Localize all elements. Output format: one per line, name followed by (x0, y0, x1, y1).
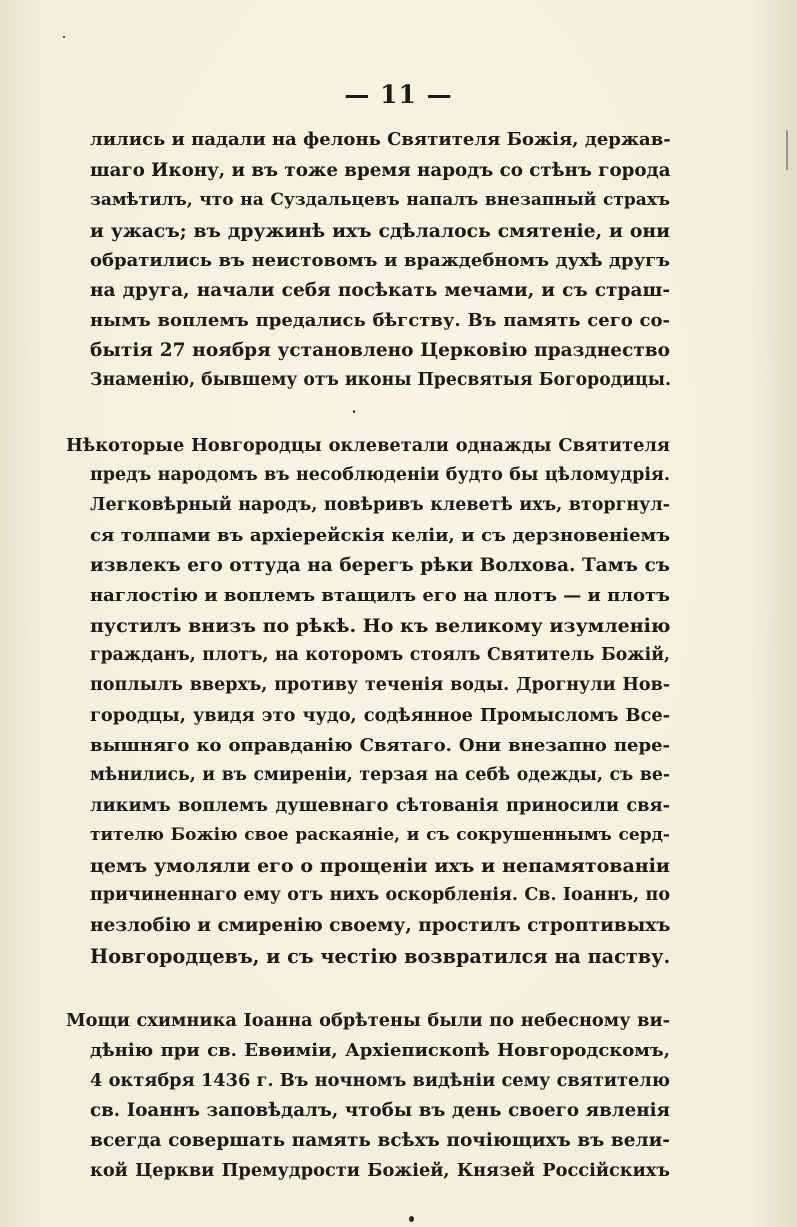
text-line: всегда совершать память всѣхъ почіющихъ въ вели- (90, 1130, 670, 1151)
print-speck (353, 410, 355, 413)
text-line: на друга, начали себя посѣкать мечами, и съ страш- (90, 280, 670, 301)
text-line: Мощи схимника Іоанна обрѣтены были по небесному ви- (66, 1010, 670, 1031)
text-line: лились и падали на фелонь Святителя Божія, держав- (90, 129, 671, 150)
text-line: нымъ воплемъ предались бѣгству. Въ память сего со- (90, 310, 670, 331)
text-line: обратились въ неистовомъ и враждебномъ духѣ другъ (90, 250, 670, 271)
text-line: причиненнаго ему отъ нихъ оскорбленія. Св. Іоаннъ, по (90, 885, 670, 905)
text-line: Новгородцевъ, и съ честію возвратился на паству. (90, 945, 671, 968)
text-line: тителю Божію свое раскаяніе, и съ сокрушеннымъ серд- (90, 825, 670, 845)
text-line: шаго Икону, и въ тоже время народъ со стѣнъ города (90, 160, 671, 181)
print-speck (409, 1216, 414, 1222)
page-number: — 11 — (344, 80, 453, 109)
text-line: городцы, увидя это чудо, содѣянное Промысломъ Все- (90, 705, 670, 726)
text-line: извлекъ его оттуда на берегъ рѣки Волхова. Тамъ съ (90, 555, 670, 576)
text-line: кой Церкви Премудрости Божіей, Князей Россійскихъ (90, 1160, 670, 1181)
text-line: ся толпами въ архіерейскія келіи, и съ дерзновеніемъ (90, 525, 670, 546)
text-line: бытія 27 ноября установлено Церковію празднество (90, 340, 670, 361)
text-line: мѣнились, и въ смиреніи, терзая на себѣ одежды, съ ве- (90, 765, 670, 785)
text-line: гражданъ, плотъ, на которомъ стоялъ Святитель Божій, (90, 645, 670, 665)
text-line: предъ народомъ въ несоблюденіи будто бы цѣломудрія. (90, 465, 670, 485)
text-line: ликимъ воплемъ душевнаго сѣтованія приносили свя- (90, 795, 670, 816)
text-line: поплылъ вверхъ, противу теченія воды. Дрогнули Нов- (90, 675, 670, 695)
text-line: наглостію и воплемъ втащилъ его на плотъ — и плотъ (90, 585, 670, 606)
text-line: св. Іоаннъ заповѣдалъ, чтобы въ день своего явленія (90, 1100, 670, 1121)
text-line: Знаменію, бывшему отъ иконы Пресвятыя Богородицы. (90, 370, 672, 390)
text-line: вышняго ко оправданію Святаго. Они внезапно пере- (90, 735, 670, 756)
text-line: Легковѣрный народъ, повѣривъ клеветѣ ихъ, вторгнул- (90, 495, 670, 515)
text-line: незлобію и смиренію своему, простилъ строптивыхъ (90, 915, 671, 936)
text-line: цемъ умоляли его о прощеніи ихъ и непамятованіи (90, 855, 670, 877)
page-edge-mark (786, 130, 788, 170)
text-line: и ужасъ; въ дружинѣ ихъ сдѣлалось смятеніе, и они (90, 220, 670, 242)
text-line: дѣнію при св. Евѳиміи, Архіепископѣ Новгородскомъ, (90, 1040, 670, 1061)
text-line: 4 октября 1436 г. Въ ночномъ видѣніи сему святителю (90, 1070, 670, 1091)
print-speck (63, 36, 65, 38)
text-line: Нѣкоторые Новгородцы оклеветали однажды Святителя (66, 435, 670, 456)
text-line: замѣтилъ, что на Суздальцевъ напалъ внезапный страхъ (90, 190, 670, 210)
text-line: пустилъ внизъ по рѣкѣ. Но къ великому изумленію (90, 615, 671, 637)
